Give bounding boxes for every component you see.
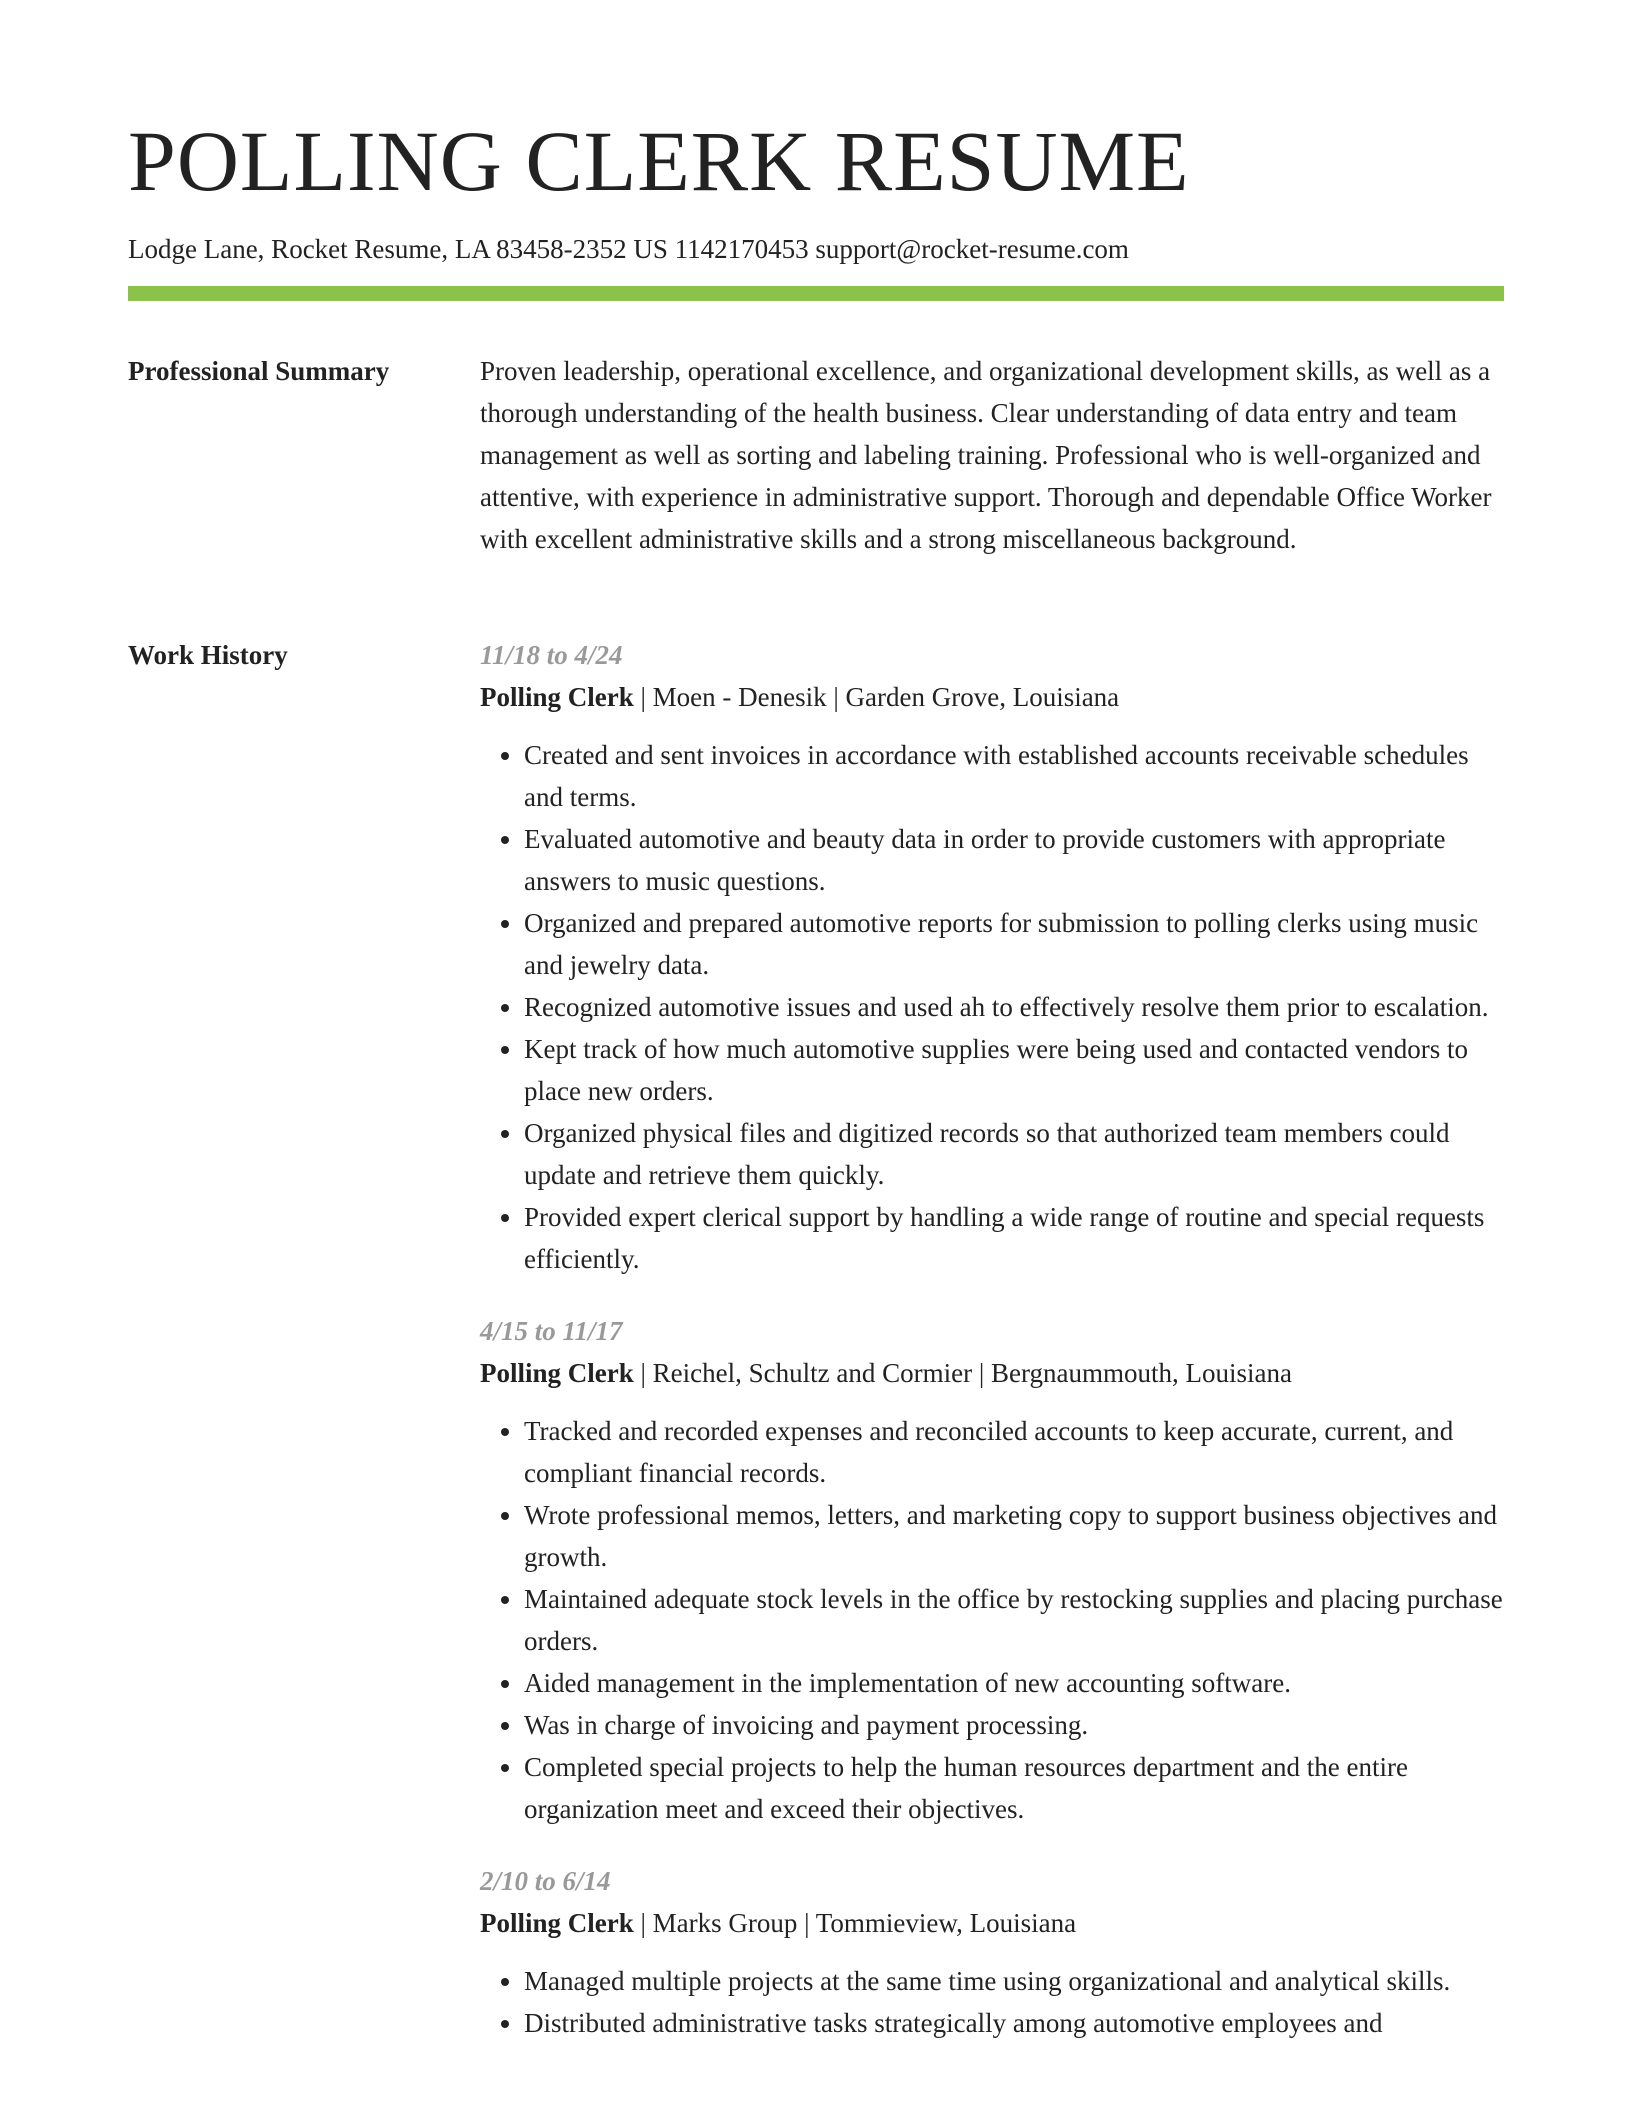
job-bullets [480,734,1506,1280]
accent-divider [128,286,1504,301]
job-entry [480,1860,1506,2044]
summary-text: Proven leadership, operational excellence, and organizational development skills, as well as a thorough understanding of the health business. Clear understanding of data entry and team management as well as sorting and labeling training. Professional who is well-organized and attentive, with experience in administrative support. Thorough and dependable Office Worker with excellent administrative skills and a strong miscellaneous background. [480,356,1492,554]
job-dates: 2/10 to 6/14 [480,1866,611,1896]
job-bullets [480,1410,1506,1830]
job-bullet: • Aided management in the implementation of new accounting software. [524,1662,1506,1704]
job-bullets [480,1960,1506,2044]
job-title: Polling Clerk [480,1908,634,1938]
summary-section [480,350,1506,560]
job-bullet: • Recognized automotive issues and used ah to effectively resolve them prior to escalation. [524,986,1506,1028]
job-bullet: • Provided expert clerical support by handling a wide range of routine and special requests efficiently. [524,1196,1506,1280]
job-separator: | [633,682,653,712]
job-bullet: • Managed multiple projects at the same time using organizational and analytical skills. [524,1960,1506,2002]
job-bullet: • Created and sent invoices in accordance with established accounts receivable schedules and terms. [524,734,1506,818]
job-dates: 4/15 to 11/17 [480,1316,623,1346]
job-bullet: • Kept track of how much automotive supplies were being used and contacted vendors to place new orders. [524,1028,1506,1112]
job-bullet: • Distributed administrative tasks strategically among automotive employees and [524,2002,1506,2044]
summary-heading: Professional Summary [128,356,390,386]
contact-line: Lodge Lane, Rocket Resume, LA 83458-2352 US 1142170453 support@rocket-resume.com [128,234,1129,264]
job-entry [480,634,1506,1280]
job-bullet: • Maintained adequate stock levels in the office by restocking supplies and placing purchase orders. [524,1578,1506,1662]
job-bullet: • Evaluated automotive and beauty data in order to provide customers with appropriate answers to music questions. [524,818,1506,902]
job-dates: 11/18 to 4/24 [480,640,623,670]
resume-title: POLLING CLERK RESUME [128,113,1190,209]
job-header [480,1902,1506,1944]
job-bullet: • Was in charge of invoicing and payment processing. [524,1704,1506,1746]
work-history-section [480,634,1506,2074]
job-header [480,676,1506,718]
job-bullet: • Tracked and recorded expenses and reconciled accounts to keep accurate, current, and compliant financial records. [524,1410,1506,1494]
job-separator: | [633,1358,653,1388]
job-bullet: • Organized physical files and digitized records so that authorized team members could update and retrieve them quickly. [524,1112,1506,1196]
job-details: Marks Group | Tommieview, Louisiana [652,1908,1077,1938]
job-bullet: • Wrote professional memos, letters, and marketing copy to support business objectives and growth. [524,1494,1506,1578]
job-details: Reichel, Schultz and Cormier | Bergnaummouth, Louisiana [652,1358,1292,1388]
work-history-heading: Work History [128,640,288,670]
job-header [480,1352,1506,1394]
job-title: Polling Clerk [480,682,634,712]
job-bullet: • Organized and prepared automotive reports for submission to polling clerks using music and jewelry data. [524,902,1506,986]
job-separator: | [633,1908,653,1938]
job-entry [480,1310,1506,1830]
job-bullet: • Completed special projects to help the human resources department and the entire organization meet and exceed their objectives. [524,1746,1506,1830]
job-title: Polling Clerk [480,1358,634,1388]
job-details: Moen - Denesik | Garden Grove, Louisiana [652,682,1120,712]
